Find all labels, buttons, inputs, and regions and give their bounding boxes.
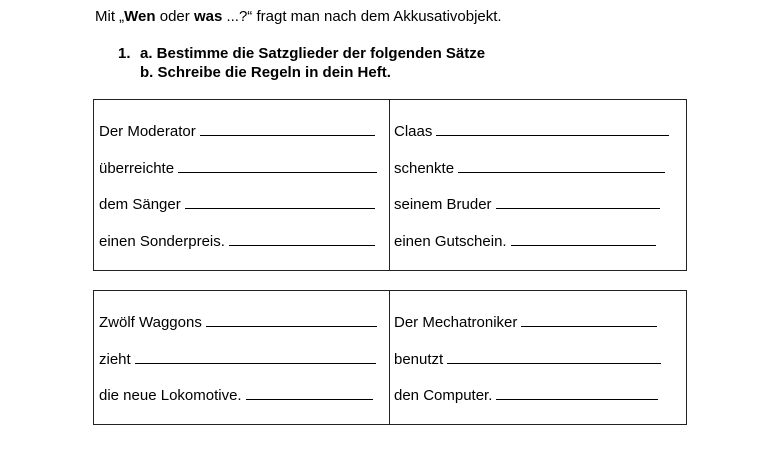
task-instructions	[118, 44, 485, 82]
answer-blank[interactable]	[229, 231, 375, 246]
answer-blank[interactable]	[206, 312, 377, 327]
box1-left-line-1	[99, 121, 375, 140]
box1-right-line-1	[394, 121, 669, 140]
answer-blank[interactable]	[447, 349, 661, 364]
phrase: zieht	[99, 351, 131, 368]
task-b	[118, 63, 485, 82]
intro-was: was	[193, 8, 223, 25]
phrase: seinem Bruder	[394, 196, 492, 213]
box1-right-line-3	[394, 194, 660, 213]
exercise-box-2	[93, 290, 687, 425]
answer-blank[interactable]	[135, 349, 376, 364]
box1-left-column	[94, 100, 390, 270]
task-a	[118, 44, 485, 63]
box1-right-column	[390, 100, 686, 270]
box1-right-line-2	[394, 158, 665, 177]
box1-left-line-3	[99, 194, 375, 213]
intro-suffix: ...?“ fragt man nach dem Akkusativobjekt.	[222, 8, 502, 25]
box2-left-column	[94, 291, 390, 424]
box2-right-line-2	[394, 349, 661, 368]
task-b-text: b. Schreibe die Regeln in dein Heft.	[140, 64, 391, 81]
phrase: Der Moderator	[99, 123, 196, 140]
task-number: 1.	[118, 45, 131, 62]
box2-left-line-2	[99, 349, 376, 368]
phrase: den Computer.	[394, 387, 493, 404]
phrase: einen Sonderpreis.	[99, 233, 225, 250]
phrase: Der Mechatroniker	[394, 314, 518, 331]
intro-oder: oder	[155, 8, 194, 25]
phrase: benutzt	[394, 351, 444, 368]
answer-blank[interactable]	[178, 158, 377, 173]
phrase: schenkte	[394, 160, 455, 177]
intro-sentence	[95, 8, 502, 25]
answer-blank[interactable]	[458, 158, 665, 173]
answer-blank[interactable]	[521, 312, 657, 327]
box2-left-line-1	[99, 312, 377, 331]
phrase: Zwölf Waggons	[99, 314, 202, 331]
box1-left-line-2	[99, 158, 377, 177]
answer-blank[interactable]	[200, 121, 375, 136]
phrase: einen Gutschein.	[394, 233, 507, 250]
box2-right-line-3	[394, 385, 658, 404]
phrase: die neue Lokomotive.	[99, 387, 242, 404]
answer-blank[interactable]	[511, 231, 656, 246]
box2-right-column	[390, 291, 686, 424]
box1-right-line-4	[394, 231, 656, 250]
answer-blank[interactable]	[496, 385, 658, 400]
box1-left-line-4	[99, 231, 375, 250]
answer-blank[interactable]	[436, 121, 669, 136]
intro-wen: Wen	[124, 8, 156, 25]
answer-blank[interactable]	[496, 194, 660, 209]
intro-prefix: Mit „	[95, 8, 125, 25]
phrase: Claas	[394, 123, 433, 140]
answer-blank[interactable]	[185, 194, 375, 209]
exercise-box-1	[93, 99, 687, 271]
answer-blank[interactable]	[246, 385, 373, 400]
phrase: dem Sänger	[99, 196, 181, 213]
box2-right-line-1	[394, 312, 657, 331]
phrase: überreichte	[99, 160, 175, 177]
box2-left-line-3	[99, 385, 373, 404]
task-a-text: a. Bestimme die Satzglieder der folgenden Sätze	[140, 45, 486, 62]
